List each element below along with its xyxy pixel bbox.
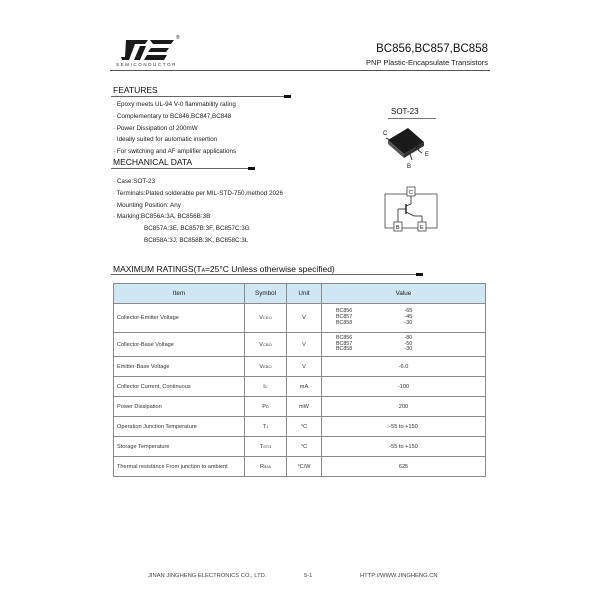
- cell-unit: V: [287, 304, 322, 333]
- part-name: BC858: [336, 346, 353, 353]
- part-value: -65: [404, 308, 413, 315]
- cell-symbol: PD: [245, 397, 287, 417]
- mechanical-rule: [111, 168, 255, 169]
- header-divider: [110, 70, 490, 71]
- ratings-rule: [111, 274, 423, 275]
- feature-item: · Epoxy meets UL-94 V-0 flammability rating: [113, 101, 236, 108]
- cell-symbol: VEBO: [245, 357, 287, 377]
- sot23-package-drawing: [380, 120, 440, 175]
- cell-value: 200: [322, 397, 486, 417]
- part-value: -50: [404, 340, 413, 347]
- cell-symbol: VCEO: [245, 304, 287, 333]
- marking-line: BC858A:3J, BC858B:3K, BC858C:3L: [144, 236, 249, 244]
- part-value: -80: [404, 334, 413, 341]
- col-header-item: Item: [114, 284, 245, 304]
- mech-item: · Marking:BC856A:3A, BC856B:3B: [113, 213, 211, 221]
- col-header-symbol: Symbol: [245, 284, 287, 304]
- page-subtitle: PNP Plastic-Encapsulate Transistors: [366, 58, 488, 67]
- footer-page-number: 5-1: [304, 573, 313, 579]
- col-header-value: Value: [322, 284, 486, 304]
- table-row: [114, 357, 486, 377]
- table-row: [114, 377, 486, 397]
- col-header-unit: Unit: [287, 284, 322, 304]
- pin-e-label: E: [425, 152, 430, 158]
- cell-item: Collector-Emitter Voltage: [114, 304, 245, 333]
- cell-item: Power Dissipation: [114, 397, 245, 417]
- header: [110, 36, 490, 72]
- feature-item: · Complementary to BC846,BC847,BC848: [113, 112, 232, 120]
- package-rule: [388, 118, 436, 119]
- table-row: [114, 333, 486, 357]
- part-value: -30: [404, 319, 413, 326]
- cell-unit: mA: [287, 377, 322, 397]
- cell-unit: °C: [287, 437, 322, 457]
- ratings-title: MAXIMUM RATINGS(TA=25°C Unless otherwise specified): [113, 264, 335, 274]
- cell-symbol: RθJA: [245, 457, 287, 477]
- package-label: SOT-23: [391, 107, 419, 116]
- cell-value: -100: [322, 377, 486, 397]
- cell-symbol: IC: [245, 377, 287, 397]
- cell-unit: °C: [287, 417, 322, 437]
- cell-value: -55 to +150: [322, 417, 486, 437]
- mech-item: · Case:SOT-23: [113, 178, 155, 185]
- cell-item: Collector Current, Continuous: [114, 377, 245, 397]
- mech-item: · Mounting Position: Any: [113, 201, 181, 209]
- cell-symbol: TSTG: [245, 437, 287, 457]
- cell-unit: °C/W: [287, 457, 322, 477]
- cell-value: -6.0: [322, 357, 486, 377]
- mechanical-title: MECHANICAL DATA: [113, 157, 193, 167]
- pin-b-label: B: [407, 164, 412, 170]
- footer-company: JINAN JINGHENG ELECTRONICS CO., LTD.: [148, 573, 267, 579]
- cell-unit: V: [287, 333, 322, 357]
- feature-item: · For switching and AF amplifier applications: [113, 148, 237, 156]
- part-name: BC856: [336, 334, 353, 341]
- cell-symbol: VCBO: [245, 333, 287, 357]
- cell-item: Emitter-Base Voltage: [114, 357, 245, 377]
- company-logo: [118, 36, 180, 64]
- cell-value: [322, 333, 486, 357]
- table-row: [114, 304, 486, 333]
- marking-line: BC857A:3E, BC857B:3F, BC857C:3G: [144, 225, 250, 233]
- cell-unit: mW: [287, 397, 322, 417]
- page-title: BC856,BC857,BC858: [376, 43, 488, 55]
- schem-b-label: B: [396, 225, 400, 231]
- part-name: BC857: [336, 340, 353, 347]
- cell-item: Operation Junction Temperature: [114, 417, 245, 437]
- table-row: [114, 437, 486, 457]
- registered-mark: ®: [176, 35, 180, 41]
- cell-value: -55 to +150: [322, 437, 486, 457]
- table-row: [114, 397, 486, 417]
- table-header-row: [114, 284, 486, 304]
- part-name: BC858: [336, 319, 353, 326]
- cell-symbol: TJ: [245, 417, 287, 437]
- ratings-table: [113, 283, 485, 477]
- part-value: -30: [404, 346, 413, 353]
- mechanical-list: [113, 176, 283, 247]
- table-row: [114, 417, 486, 437]
- cell-item: Storage Temperature: [114, 437, 245, 457]
- mech-item: · Terminals:Plated solderable per MIL-STD-750,method 2026: [113, 189, 283, 197]
- cell-value: [322, 304, 486, 333]
- logo-subtitle: SEMICONDUCTOR: [116, 62, 177, 67]
- schem-e-label: E: [420, 225, 424, 231]
- part-name: BC856: [336, 308, 353, 315]
- cell-unit: V: [287, 357, 322, 377]
- features-list: [113, 99, 236, 158]
- cell-item: Thermal resistance From junction to ambient: [114, 457, 245, 477]
- pin-c-label: C: [383, 131, 388, 137]
- features-title: FEATURES: [113, 85, 158, 95]
- cell-item: Collector-Base Voltage: [114, 333, 245, 357]
- cell-value: 625: [322, 457, 486, 477]
- feature-item: · Ideally suited for automatic insertion: [113, 136, 218, 144]
- part-value: -45: [404, 314, 413, 321]
- features-rule: [111, 96, 291, 97]
- schem-c-label: C: [409, 190, 413, 196]
- part-name: BC857: [336, 314, 353, 321]
- footer-url: HTTP://WWW.JINGHENG.CN: [360, 573, 438, 579]
- feature-item: · Power Dissipation of 200mW: [113, 124, 198, 132]
- pin-c-label-2: C: [416, 146, 420, 152]
- transistor-pinout-schematic: [384, 184, 440, 234]
- table-row: [114, 457, 486, 477]
